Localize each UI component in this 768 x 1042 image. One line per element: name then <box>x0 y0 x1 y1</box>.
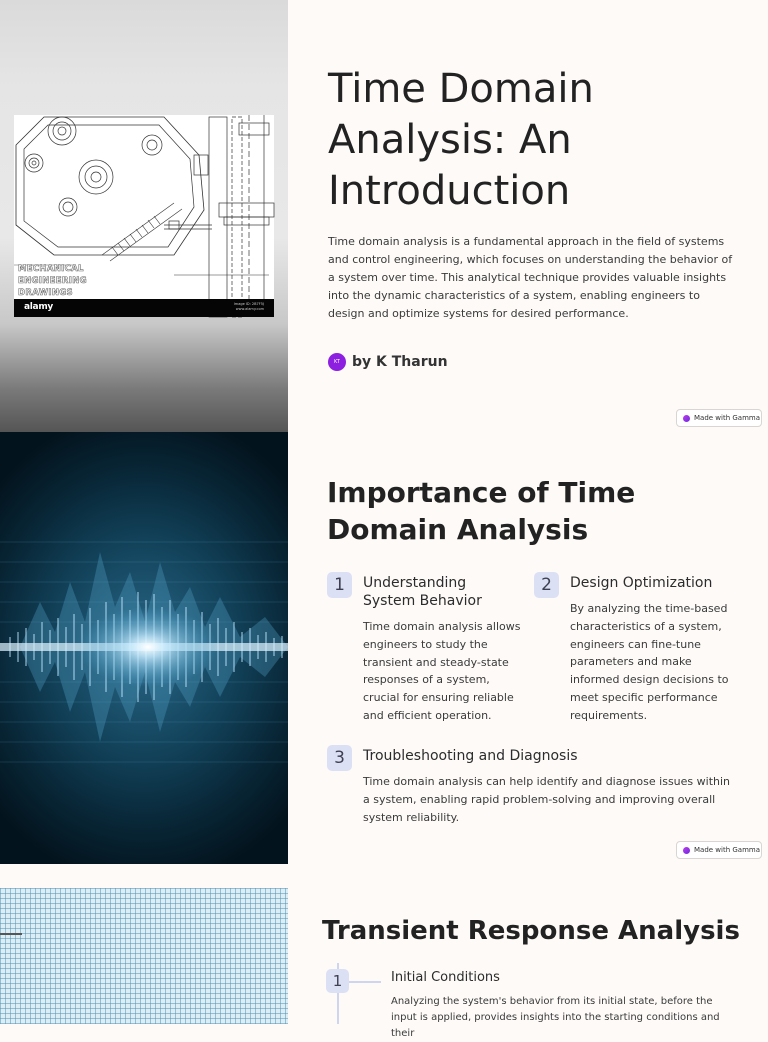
sound-wave-image <box>0 432 288 864</box>
graph-paper-image <box>0 888 288 1024</box>
item-title: Troubleshooting and Diagnosis <box>363 748 578 764</box>
badge-label: Made with Gamma <box>694 414 761 422</box>
gamma-logo-icon <box>683 415 690 422</box>
slide-importance <box>0 432 768 864</box>
item-number: 3 <box>327 745 352 771</box>
item-description: Time domain analysis allows engineers to study the transient and steady-state responses of a system, crucial for ensuring reliable and efficient operation. <box>363 620 521 722</box>
item-number: 1 <box>327 572 352 598</box>
stock-watermark-bar <box>14 299 274 317</box>
gamma-logo-icon <box>683 847 690 854</box>
badge-label: Made with Gamma <box>694 846 761 854</box>
item-title: Understanding System Behavior <box>363 575 482 609</box>
timeline-step-number: 1 <box>326 969 349 993</box>
item-number: 2 <box>534 572 559 598</box>
engineering-drawing-image <box>0 0 288 432</box>
drawing-caption: MECHANICAL ENGINEERING DRAWINGS <box>18 264 87 298</box>
page-title: Time Domain Analysis: An Introduction <box>328 66 594 214</box>
alamy-logo: alamy <box>24 302 53 312</box>
timeline-step-description: Analyzing the system's behavior from its initial state, before the input is applied, provides insights into the starting conditions and their <box>391 996 720 1039</box>
intro-description: Time domain analysis is a fundamental approach in the field of systems and control engineering, which focuses on understanding the behavior of a system over time. This analytical technique provides valuable insights into the dynamic characteristics of a system, enabling engineers to design and optimize systems for desired performance. <box>328 235 733 320</box>
author-avatar: KT <box>328 353 346 371</box>
item-description: By analyzing the time-based characteristics of a system, engineers can fine-tune parameters and make informed design decisions to meet specific performance requirements. <box>570 602 729 722</box>
slide-introduction <box>0 0 768 432</box>
author-byline <box>328 353 448 371</box>
made-with-gamma-badge[interactable] <box>676 841 762 859</box>
timeline-connector <box>349 981 381 983</box>
image-meta: Image ID: 2B7F5J www.alamy.com <box>233 302 264 311</box>
made-with-gamma-badge[interactable] <box>676 409 762 427</box>
section-title: Transient Response Analysis <box>322 916 740 946</box>
timeline-step-title: Initial Conditions <box>391 970 500 985</box>
item-description: Time domain analysis can help identify and diagnose issues within a system, enabling rapid problem-solving and improving overall system reliability. <box>363 775 731 824</box>
signal-trace <box>0 933 22 935</box>
item-title: Design Optimization <box>570 575 713 591</box>
section-title: Importance of Time Domain Analysis <box>327 476 636 546</box>
mechanical-drawing <box>14 115 274 317</box>
author-name: by K Tharun <box>352 354 448 370</box>
